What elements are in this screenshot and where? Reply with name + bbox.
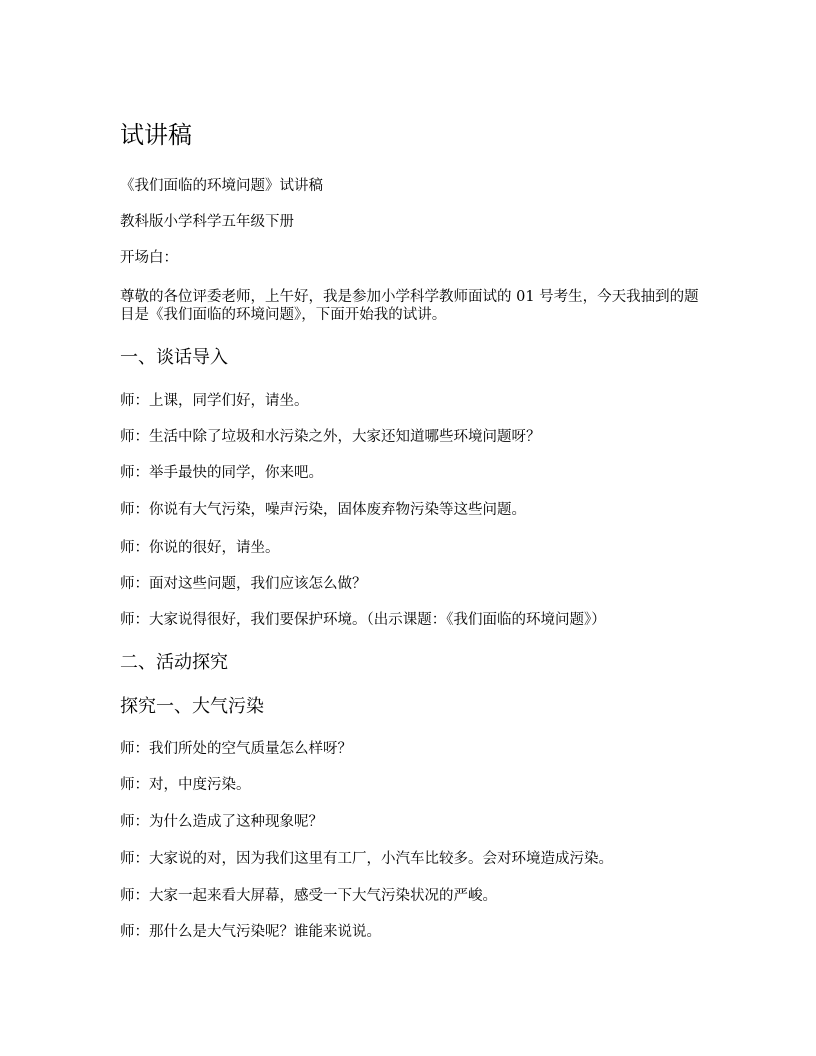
sub-heading-air-pollution: 探究一、大气污染 [120, 696, 264, 717]
dialogue-line: 师：上课，同学们好，请坐。 [120, 393, 309, 409]
section-heading-intro: 一、谈话导入 [120, 347, 228, 368]
edition-line: 教科版小学科学五年级下册 [120, 214, 294, 230]
dialogue-line: 师：大家一起来看大屏幕，感受一下大气污染状况的严峻。 [120, 888, 497, 904]
dialogue-line: 师：我们所处的空气质量怎么样呀？ [120, 741, 352, 757]
opening-label: 开场白： [120, 250, 178, 266]
opening-paragraph: 尊敬的各位评委老师，上午好，我是参加小学科学教师面试的 01 号考生，今天我抽到的题目是《我们面临的环境问题》，下面开始我的试讲。 [120, 289, 699, 323]
dialogue-line: 师：你说的很好，请坐。 [120, 540, 280, 556]
dialogue-line: 师：对，中度污染。 [120, 777, 251, 793]
document-title: 试讲稿 [120, 121, 192, 149]
document-subtitle: 《我们面临的环境问题》试讲稿 [120, 178, 323, 194]
dialogue-line: 师：你说有大气污染，噪声污染，固体废弃物污染等这些问题。 [120, 502, 526, 518]
dialogue-line: 师：大家说的对，因为我们这里有工厂，小汽车比较多。会对环境造成污染。 [120, 851, 613, 867]
dialogue-line: 师：大家说得很好，我们要保护环境。（出示课题：《我们面临的环境问题》） [120, 612, 606, 628]
dialogue-line: 师：为什么造成了这种现象呢？ [120, 814, 323, 830]
dialogue-line: 师：那什么是大气污染呢？谁能来说说。 [120, 924, 381, 940]
section-heading-activity: 二、活动探究 [120, 652, 228, 673]
dialogue-line: 师：生活中除了垃圾和水污染之外，大家还知道哪些环境问题呀？ [120, 429, 541, 445]
dialogue-line: 师：举手最快的同学，你来吧。 [120, 465, 323, 481]
dialogue-line: 师：面对这些问题，我们应该怎么做？ [120, 576, 367, 592]
